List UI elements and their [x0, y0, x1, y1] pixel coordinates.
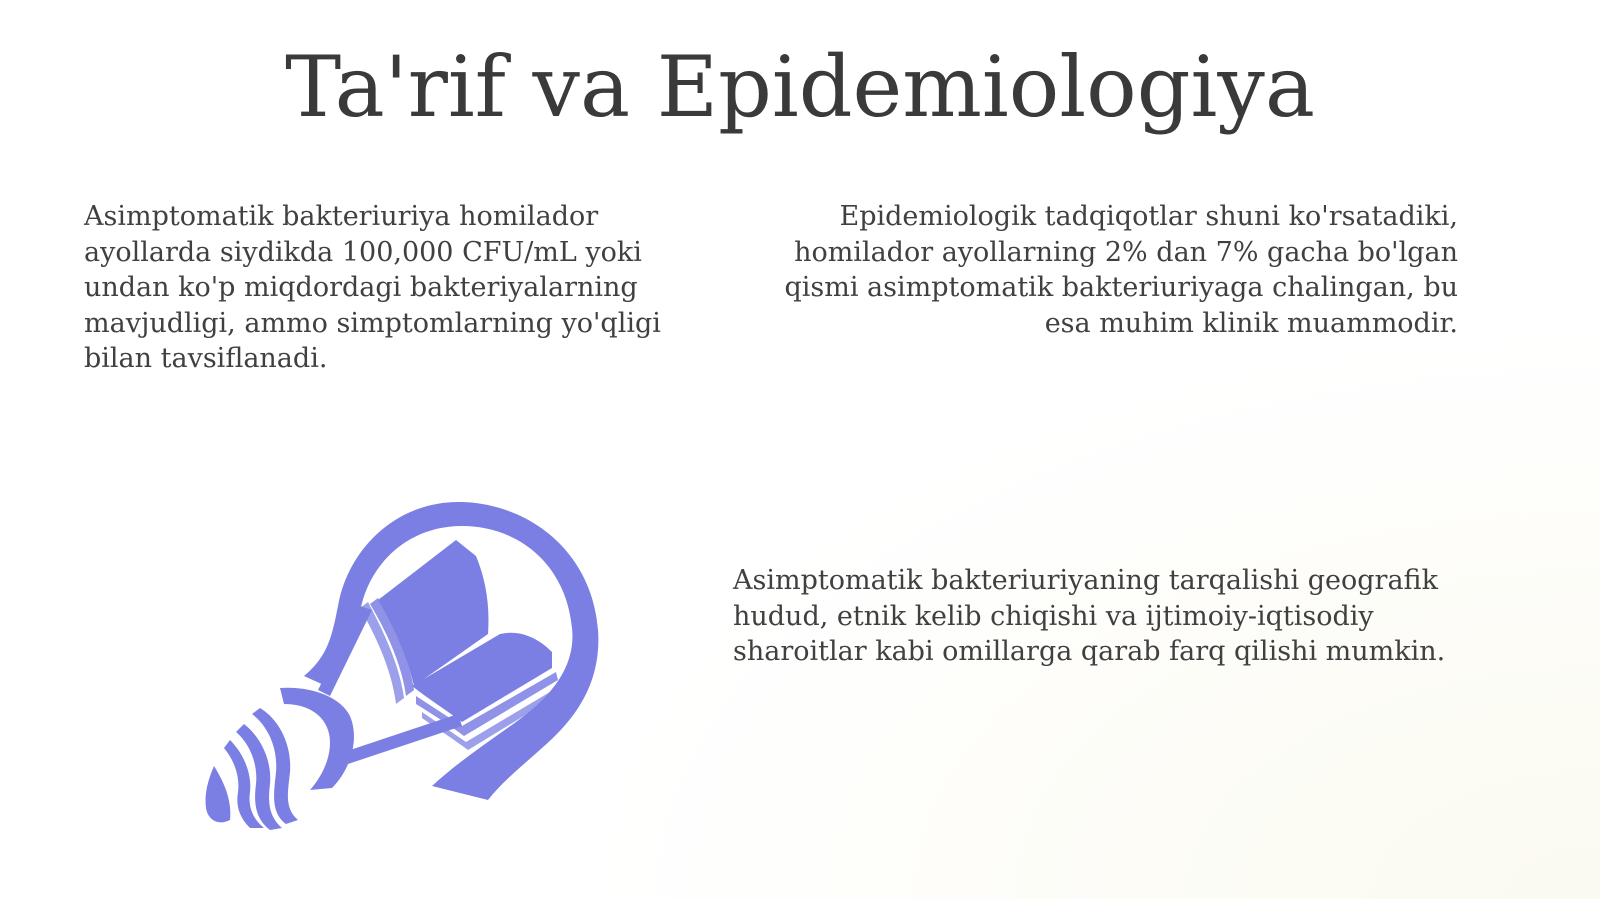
- lightbulb-with-book-icon: [200, 490, 620, 850]
- definition-paragraph: Asimptomatik bakteriuriya homilador ayollarda siydikda 100,000 CFU/mL yoki undan ko'p miqdordagi bakteriyalarning mavjudligi, ammo simptomlarning yo'qligi bilan tavsiflanadi.: [84, 201, 661, 374]
- prevalence-paragraph: Asimptomatik bakteriuriyaning tarqalishi geografik hudud, etnik kelib chiqishi va ijtimoiy-iqtisodiy sharoitlar kabi omillarga qarab farq qilishi mumkin.: [733, 565, 1446, 667]
- slide-title: Ta'rif va Epidemiologiya: [285, 38, 1315, 136]
- epidemiology-paragraph: Epidemiologik tadqiqotlar shuni ko'rsatadiki, homilador ayollarning 2% dan 7% gacha bo'lgan qismi asimptomatik bakteriuriyaga chalingan, bu esa muhim klinik muammodir.: [784, 201, 1458, 339]
